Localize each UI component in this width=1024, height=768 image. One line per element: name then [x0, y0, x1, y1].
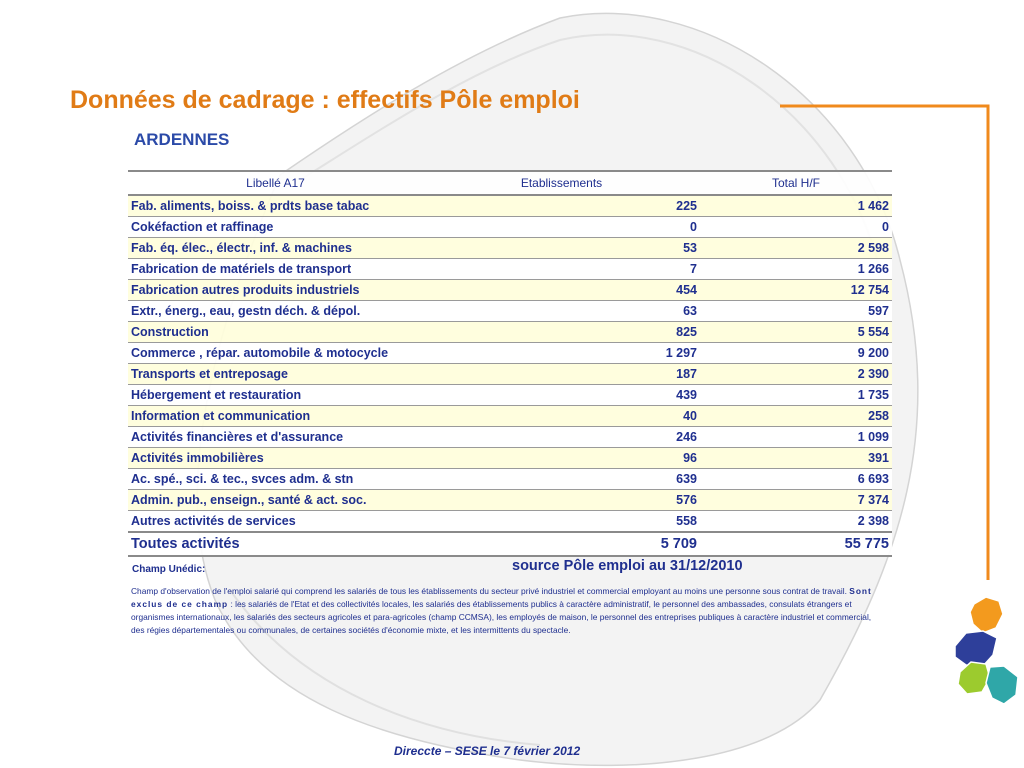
table-row: [128, 469, 892, 490]
column-header-total: Total H/F: [700, 171, 892, 195]
row-etablissements: 187: [423, 364, 700, 385]
table-row: [128, 385, 892, 406]
table-header-row: [128, 171, 892, 195]
row-label: Autres activités de services: [128, 511, 423, 533]
total-etablissements: 5 709: [423, 532, 700, 556]
row-total: 1 266: [700, 259, 892, 280]
scope-note: [131, 585, 886, 637]
row-total: 258: [700, 406, 892, 427]
page-title: Données de cadrage : effectifs Pôle emploi: [70, 86, 580, 114]
row-etablissements: 63: [423, 301, 700, 322]
table-row: [128, 195, 892, 217]
row-label: Information et communication: [128, 406, 423, 427]
row-etablissements: 53: [423, 238, 700, 259]
row-total: 6 693: [700, 469, 892, 490]
column-header-etablissements: Etablissements: [423, 171, 700, 195]
region-map-icon: [955, 597, 1018, 704]
row-etablissements: 1 297: [423, 343, 700, 364]
row-total: 1 099: [700, 427, 892, 448]
champ-label: Champ Unédic:: [132, 564, 206, 575]
row-label: Ac. spé., sci. & tec., svces adm. & stn: [128, 469, 423, 490]
row-total: 1 735: [700, 385, 892, 406]
table-row: [128, 259, 892, 280]
row-etablissements: 225: [423, 195, 700, 217]
row-label: Cokéfaction et raffinage: [128, 217, 423, 238]
row-etablissements: 639: [423, 469, 700, 490]
row-label: Extr., énerg., eau, gestn déch. & dépol.: [128, 301, 423, 322]
row-label: Hébergement et restauration: [128, 385, 423, 406]
row-etablissements: 439: [423, 385, 700, 406]
row-total: 5 554: [700, 322, 892, 343]
row-total: 1 462: [700, 195, 892, 217]
row-etablissements: 825: [423, 322, 700, 343]
row-total: 597: [700, 301, 892, 322]
row-label: Activités immobilières: [128, 448, 423, 469]
row-etablissements: 558: [423, 511, 700, 533]
row-etablissements: 576: [423, 490, 700, 511]
footer-credit: Direccte – SESE le 7 février 2012: [394, 744, 581, 758]
row-label: Construction: [128, 322, 423, 343]
row-etablissements: 0: [423, 217, 700, 238]
employment-table: [128, 170, 892, 557]
scope-note-part2: : les salariés de l'Etat et des collectivités locales, les salariés des établissements publics à caractère administratif, le personnel des ambassades, consulats étrangers et organismes internationaux, les salariés des secteurs agricoles et para-agricoles (champ CCMSA), les employés de maison, le personnel des entreprises publiques à caractère industriel et commercial, des régies départementales ou communales, de certaines sociétés d'économie mixte, et les intermittents du spectacle.: [131, 599, 872, 635]
row-label: Admin. pub., enseign., santé & act. soc.: [128, 490, 423, 511]
row-total: 2 598: [700, 238, 892, 259]
table-row: [128, 238, 892, 259]
table-row: [128, 322, 892, 343]
column-header-libelle: Libellé A17: [128, 171, 423, 195]
row-label: Fab. éq. élec., électr., inf. & machines: [128, 238, 423, 259]
row-etablissements: 7: [423, 259, 700, 280]
table-total-row: [128, 532, 892, 556]
row-total: 2 390: [700, 364, 892, 385]
row-total: 391: [700, 448, 892, 469]
total-total: 55 775: [700, 532, 892, 556]
row-total: 2 398: [700, 511, 892, 533]
region-subtitle: ARDENNES: [134, 130, 230, 149]
table-row: [128, 406, 892, 427]
row-label: Commerce , répar. automobile & motocycle: [128, 343, 423, 364]
row-etablissements: 246: [423, 427, 700, 448]
row-total: 0: [700, 217, 892, 238]
row-etablissements: 454: [423, 280, 700, 301]
table-row: [128, 490, 892, 511]
source-note: source Pôle emploi au 31/12/2010: [512, 558, 743, 574]
row-label: Fabrication de matériels de transport: [128, 259, 423, 280]
row-total: 12 754: [700, 280, 892, 301]
table-row: [128, 427, 892, 448]
table-row: [128, 448, 892, 469]
scope-note-exclusion: Sont exclus de ce champ: [131, 586, 872, 609]
table-row: [128, 343, 892, 364]
row-label: Activités financières et d'assurance: [128, 427, 423, 448]
table-row: [128, 301, 892, 322]
row-etablissements: 96: [423, 448, 700, 469]
scope-note-part1: Champ d'observation de l'emploi salarié qui comprend les salariés de tous les établissements du secteur privé industriel et commercial employant au moins une personne sous contrat de travail.: [131, 586, 847, 596]
table-row: [128, 217, 892, 238]
row-label: Fab. aliments, boiss. & prdts base tabac: [128, 195, 423, 217]
row-total: 9 200: [700, 343, 892, 364]
table-row: [128, 364, 892, 385]
row-etablissements: 40: [423, 406, 700, 427]
row-total: 7 374: [700, 490, 892, 511]
total-label: Toutes activités: [128, 532, 423, 556]
table-row: [128, 280, 892, 301]
row-label: Fabrication autres produits industriels: [128, 280, 423, 301]
row-label: Transports et entreposage: [128, 364, 423, 385]
table-row: [128, 511, 892, 533]
